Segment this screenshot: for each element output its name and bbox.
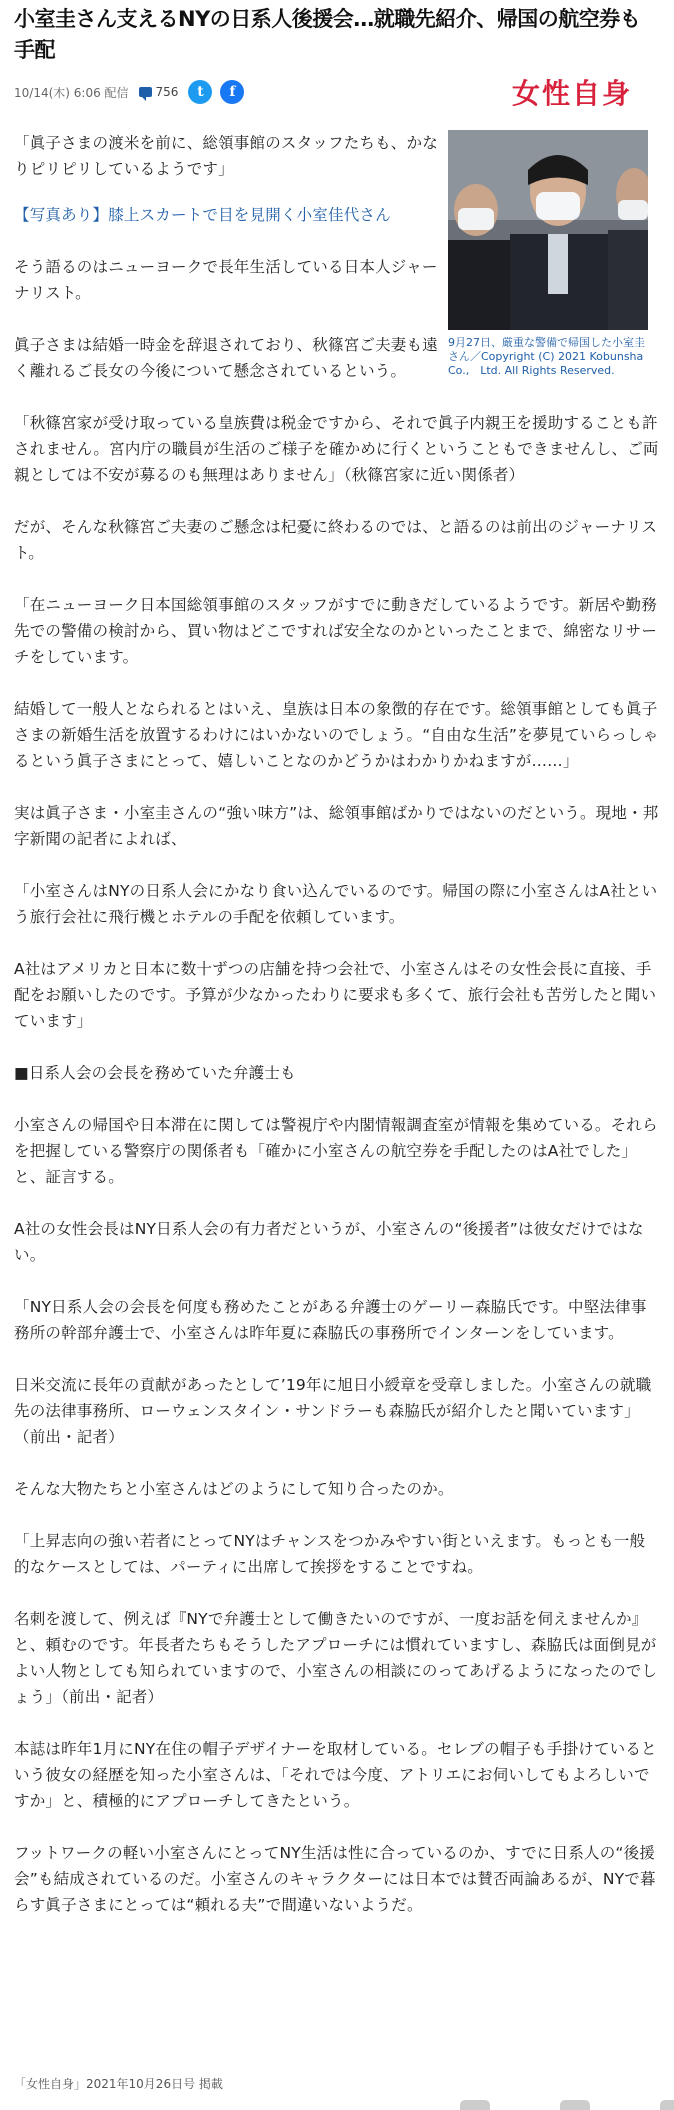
paragraph-7: 結婚して一般人となられるとはいえ、皇族は日本の象徴的存在です。総領事館としても眞子さまの新婚生活を放置するわけにはいかないのでしょう。“自由な生活”を夢見ていらっしゃるという眞子さまにとって、嬉しいことなのかどうかはわかりかねますが……」 bbox=[14, 700, 659, 770]
paragraph-8: 実は眞子さま・小室圭さんの“強い味方”は、総領事館ばかりではないのだという。現地・邦字新聞の記者によれば、 bbox=[14, 804, 659, 848]
paragraph-19: フットワークの軽い小室さんにとってNY生活は性に合っているのか、すでに日系人の“後援会”も結成されているのだ。小室さんのキャラクターには日本では賛否両論あるが、NYで暮らす眞子さまにとっては“頼れる夫”で間違いないようだ。 bbox=[14, 1844, 656, 1914]
paragraph-3: 眞子さまは結婚一時金を辞退されており、秋篠宮ご夫妻も遠く離れるご長女の今後について懸念されているという。 bbox=[14, 336, 438, 380]
article-figure bbox=[448, 130, 648, 378]
footer-button-3[interactable] bbox=[660, 2100, 674, 2110]
paragraph-10: A社はアメリカと日本に数十ずつの店舗を持つ会社で、小室さんはその女性会長に直接、手配をお願いしたのです。予算が少なかったわりに要求も多くて、旅行会社も苦労したと聞いています」 bbox=[14, 960, 657, 1030]
paragraph-17: 名刺を渡して、例えば『NYで弁護士として働きたいのですが、一度お話を伺えませんか』と、頼むのです。年長者たちもそうしたアプローチには慣れていますし、森脇氏は面倒見がよい人物としても知られていますので、小室さんの相談にのってあげるようになったのでしょう」（前出・記者） bbox=[14, 1610, 658, 1706]
comment-count[interactable]: 756 bbox=[155, 85, 179, 99]
paragraph-1: 「眞子さまの渡米を前に、総領事館のスタッフたちも、かなりピリピリしているようです」 bbox=[14, 134, 438, 178]
paragraph-6: 「在ニューヨーク日本国総領事館のスタッフがすでに動きだしているようです。新居や勤務先での警備の検討から、買い物はどこですれば安全なのかといったことまで、綿密なリサーチをしています。 bbox=[14, 596, 658, 666]
paragraph-16: 「上昇志向の強い若者にとってNYはチャンスをつかみやすい街といえます。もっとも一般的なケースとしては、パーティに出席して挨拶をすることですね。 bbox=[14, 1532, 646, 1576]
paragraph-11: 小室さんの帰国や日本滞在に関しては警視庁や内閣情報調査室が情報を集めている。それらを把握している警察庁の関係者も「確かに小室さんの航空券を手配したのはA社でした」と、証言する。 bbox=[14, 1116, 658, 1186]
paragraph-2: そう語るのはニューヨークで長年生活している日本人ジャーナリスト。 bbox=[14, 258, 438, 302]
photo-caption: 9月27日、厳重な警備で帰国した小室圭さん／Copyright (C) 2021 Kobunsha Co., Ltd. All Rights Reserved. bbox=[448, 336, 645, 377]
footer-button-1[interactable] bbox=[460, 2100, 490, 2110]
publish-date: 10/14(木) 6:06 配信 bbox=[14, 85, 129, 100]
paragraph-4: 「秋篠宮家が受け取っている皇族費は税金ですから、それで眞子内親王を援助することも許されません。宮内庁の職員が生活のご様子を確かめに行くということもできませんし、ご両親としては不安が募るのも無理はありません」（秋篠宮家に近い関係者） bbox=[14, 414, 659, 484]
paragraph-15: そんな大物たちと小室さんはどのようにして知り合ったのか。 bbox=[14, 1480, 454, 1498]
article-source: 「女性自身」2021年10月26日号 掲載 bbox=[14, 2077, 223, 2091]
paragraph-18: 本誌は昨年1月にNY在住の帽子デザイナーを取材している。セレブの帽子も手掛けているという彼女の経歴を知った小室さんは、「それでは今度、アトリエにお伺いしてもよろしいですか」と、積極的にアプローチしてきたという。 bbox=[14, 1740, 657, 1810]
section-heading: ■日系人会の会長を務めていた弁護士も bbox=[14, 1064, 296, 1082]
footer-buttons bbox=[460, 2100, 674, 2110]
facebook-icon[interactable]: f bbox=[220, 80, 244, 104]
paragraph-9: 「小室さんはNYの日系人会にかなり食い込んでいるのです。帰国の際に小室さんはA社という旅行会社に飛行機とホテルの手配を依頼しています。 bbox=[14, 882, 658, 926]
paragraph-12: A社の女性会長はNY日系人会の有力者だというが、小室さんの“後援者”は彼女だけではない。 bbox=[14, 1220, 644, 1264]
footer-button-2[interactable] bbox=[560, 2100, 590, 2110]
paragraph-5: だが、そんな秋篠宮ご夫妻のご懸念は杞憂に終わるのでは、と語るのは前出のジャーナリスト。 bbox=[14, 518, 658, 562]
paragraph-14: 日米交流に長年の貢献があったとして’19年に旭日小綬章を受章しました。小室さんの就職先の法律事務所、ローウェンスタイン・サンドラーも森脇氏が紹介したと聞いています」（前出・記者） bbox=[14, 1376, 652, 1446]
photo-link[interactable]: 【写真あり】膝上スカートで目を見開く小室佳代さん bbox=[14, 206, 391, 224]
paragraph-13: 「NY日系人会の会長を何度も務めたことがある弁護士のゲーリー森脇氏です。中堅法律事務所の幹部弁護士で、小室さんは昨年夏に森脇氏の事務所でインターンをしています。 bbox=[14, 1298, 647, 1342]
article-meta bbox=[14, 72, 660, 112]
twitter-icon[interactable]: t bbox=[188, 80, 212, 104]
article-title: 小室圭さん支えるNYの日系人後援会…就職先紹介、帰国の航空券も手配 bbox=[14, 7, 641, 62]
publisher-logo[interactable]: 女性自身 bbox=[511, 77, 632, 110]
article-photo[interactable] bbox=[448, 130, 648, 330]
comment-icon[interactable] bbox=[139, 87, 152, 97]
article-body bbox=[14, 130, 660, 1918]
